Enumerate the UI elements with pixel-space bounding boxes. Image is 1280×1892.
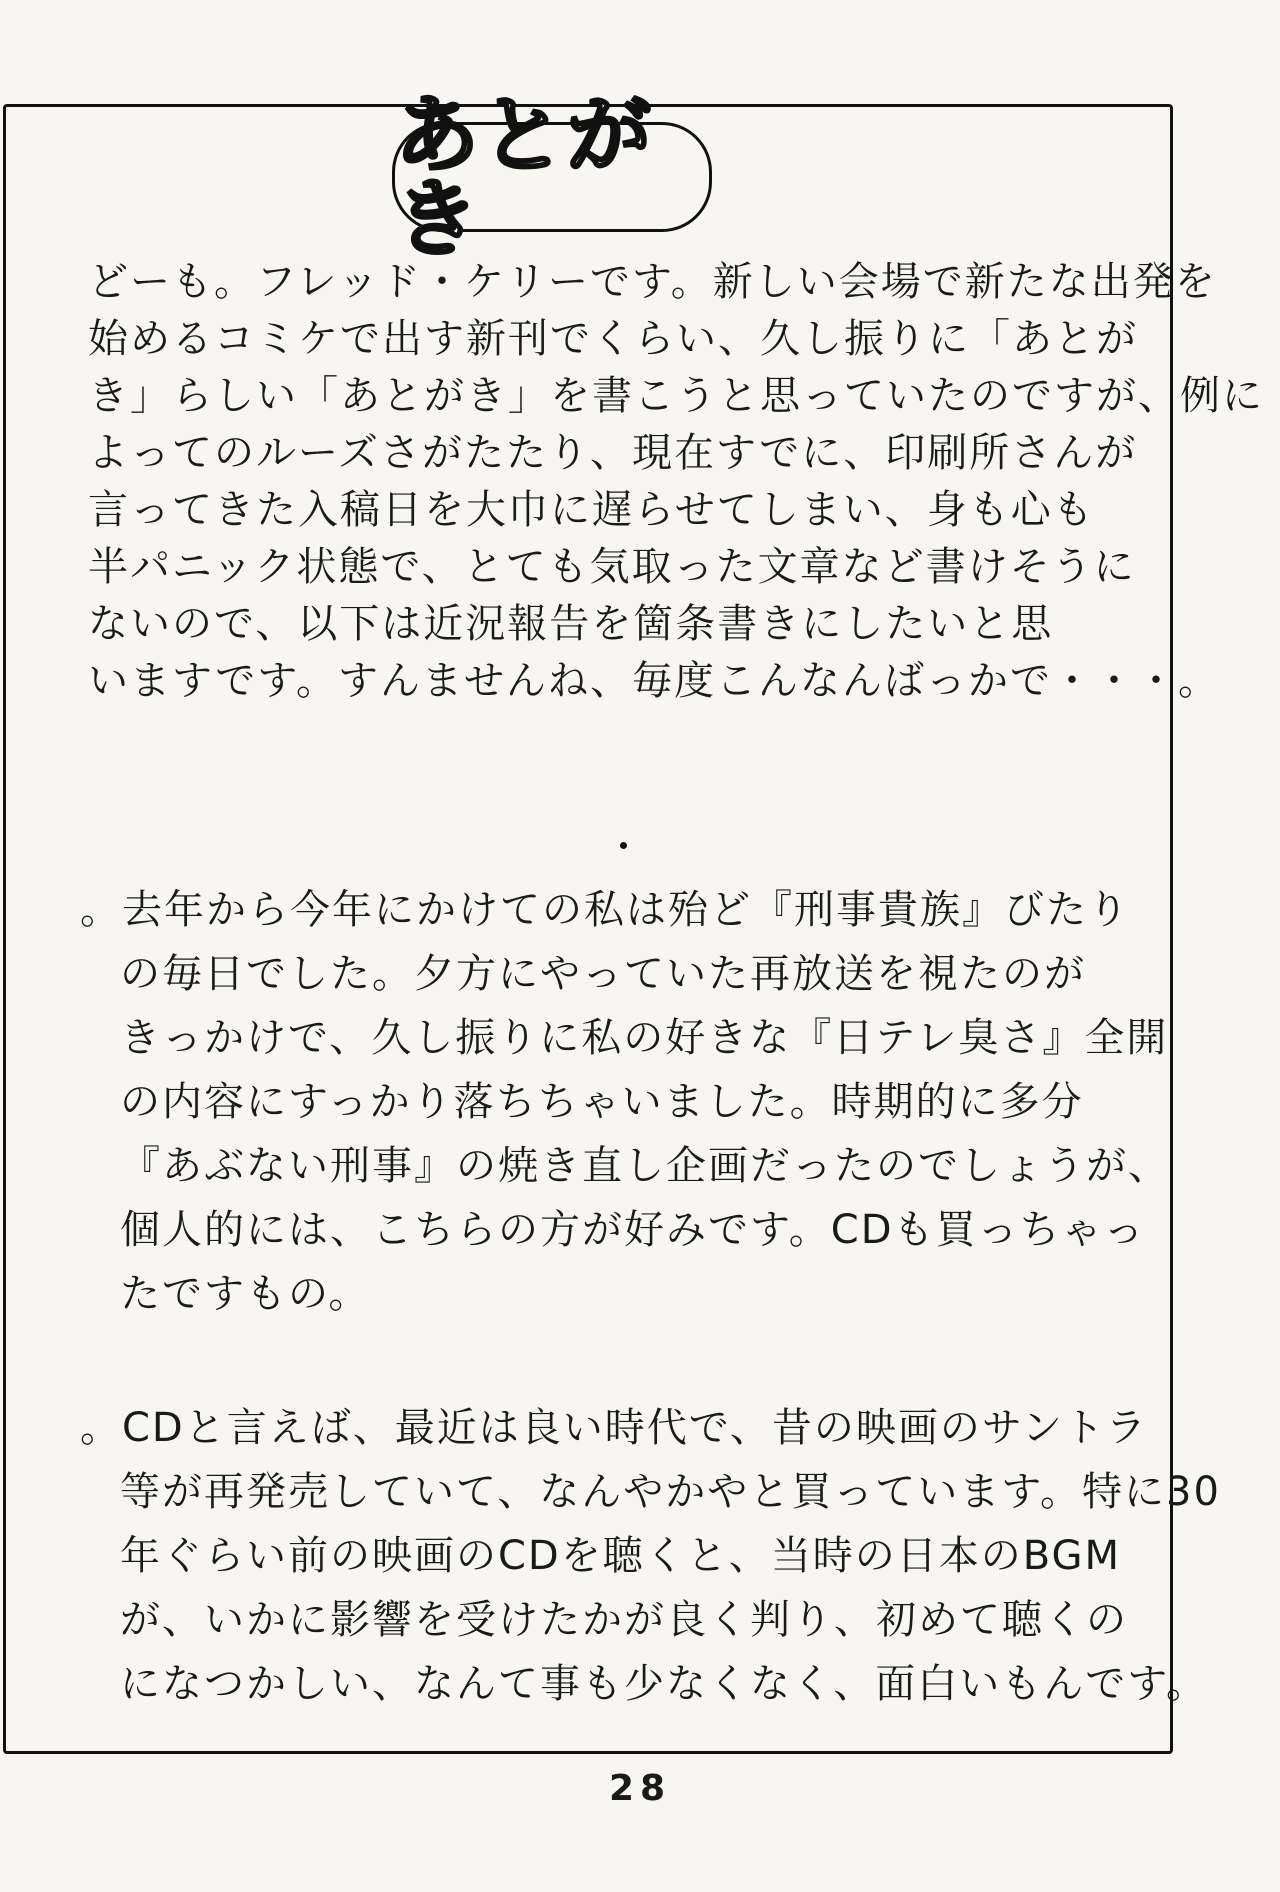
text-line: き」らしい「あとがき」を書こうと思っていたのですが、例に [88, 373, 1264, 419]
text-line: 。CDと言えば、最近は良い時代で、昔の映画のサントラ [80, 1405, 1148, 1451]
dot-mark [620, 842, 627, 849]
text-line: 『あぶない刑事』の焼き直し企画だったのでしょうが、 [120, 1143, 1170, 1189]
page-title: あとがき [395, 86, 654, 268]
text-line: 。去年から今年にかけての私は殆ど『刑事貴族』びたり [80, 887, 1130, 933]
page-number: 28 [608, 1768, 672, 1809]
text-line: いますです。すんませんね、毎度こんなんばっかで・・・。 [88, 658, 1220, 704]
text-line: 言ってきた入稿日を大巾に遅らせてしまい、身も心も [88, 487, 1095, 533]
text-line: になつかしい、なんて事も少なくなく、面白いもんです。 [120, 1661, 1208, 1707]
text-line: 半パニック状態で、とても気取った文章など書けそうに [88, 544, 1136, 590]
text-line: 年ぐらい前の映画のCDを聴くと、当時の日本のBGM [120, 1533, 1121, 1579]
bullet-item-soundtrack [80, 1404, 1221, 1724]
title-bubble [392, 86, 712, 268]
text-line: きっかけで、久し振りに私の好きな『日テレ臭さ』全開 [120, 1015, 1169, 1061]
text-line: 等が再発売していて、なんやかやと買っています。特に30 [120, 1469, 1221, 1515]
bullet-item-keiji-kizoku [80, 886, 1170, 1334]
text-line: の内容にすっかり落ちちゃいました。時期的に多分 [120, 1079, 1084, 1125]
text-line: よってのルーズさがたたり、現在すでに、印刷所さんが [88, 430, 1138, 476]
text-line: ないので、以下は近況報告を箇条書きにしたいと思 [88, 601, 1054, 647]
text-line: の毎日でした。夕方にやっていた再放送を視たのが [120, 951, 1086, 997]
text-line: 個人的には、こちらの方が好みです。CDも買っちゃっ [120, 1207, 1146, 1253]
intro-paragraph [88, 258, 1264, 714]
text-line: たですもの。 [120, 1271, 371, 1317]
text-line: が、いかに影響を受けたかが良く判り、初めて聴くの [120, 1597, 1128, 1643]
text-line: 始めるコミケで出す新刊でくらい、久し振りに「あとが [88, 316, 1138, 362]
text-line: どーも。フレッド・ケリーです。新しい会場で新たな出発を [88, 259, 1217, 305]
